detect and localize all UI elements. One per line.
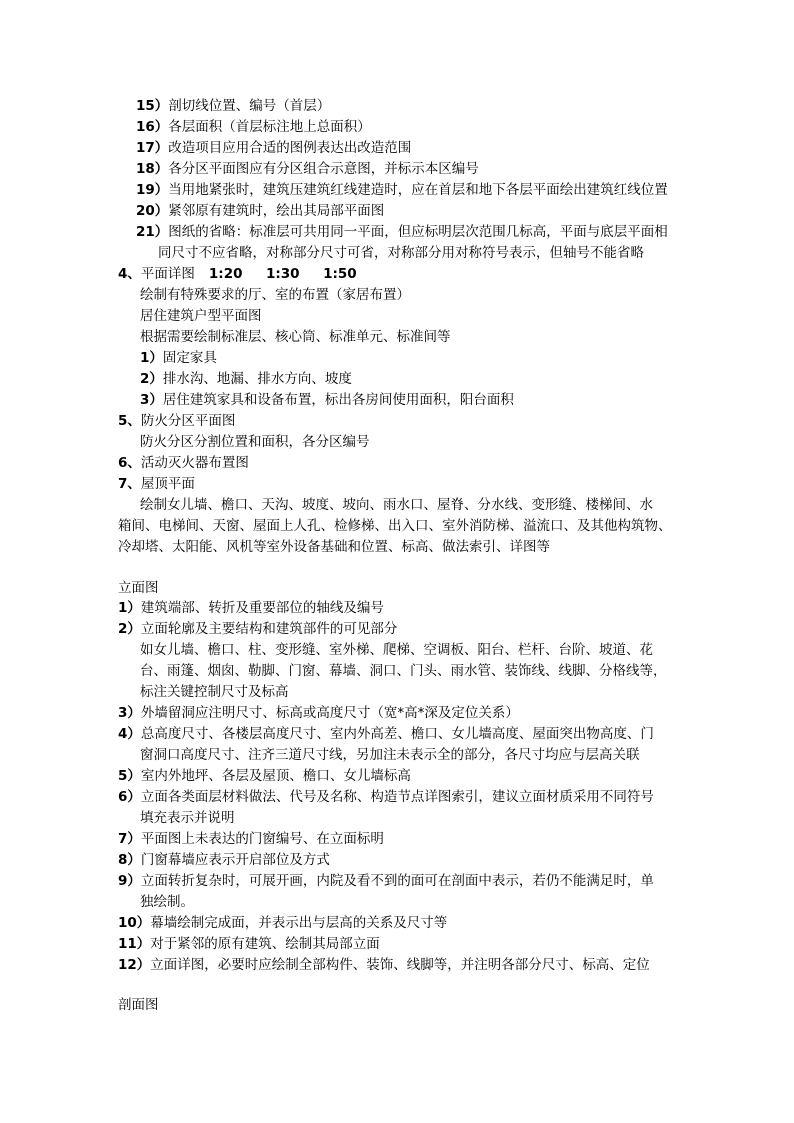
list-item xyxy=(118,829,384,849)
list-item xyxy=(118,619,397,639)
item-number: 3） xyxy=(118,705,141,721)
item-number: 6） xyxy=(118,789,141,805)
section-title: 屋顶平面 xyxy=(140,476,195,492)
paragraph-line: 根据需要绘制标准层、核心筒、标准单元、标准间等 xyxy=(140,329,451,345)
item-number: 5） xyxy=(118,768,141,784)
item-text: 居住建筑家具和设备布置，标出各房间使用面积，阳台面积 xyxy=(162,392,514,408)
item-number: 1） xyxy=(140,350,163,366)
item-number: 9） xyxy=(118,873,141,889)
section-number: 7、 xyxy=(118,476,141,492)
item-number: 10） xyxy=(118,915,151,931)
section-title: 防火分区平面图 xyxy=(140,413,236,429)
list-item xyxy=(136,201,384,221)
item-text: 幕墙绘制完成面，并表示出与层高的关系及尺寸等 xyxy=(150,915,448,931)
item-continuation: 台、雨篷、烟囱、勒脚、门窗、幕墙、洞口、门头、雨水管、装饰线、线脚、分格线等， xyxy=(140,663,667,679)
list-item xyxy=(136,222,668,242)
scale-list: 1:20 1:30 1:50 xyxy=(208,266,357,282)
item-number: 3） xyxy=(140,392,163,408)
list-item xyxy=(136,96,330,116)
section-number: 4、 xyxy=(118,266,141,282)
item-number: 15） xyxy=(136,98,169,114)
item-text: 对于紧邻的原有建筑、绘制其局部立面 xyxy=(150,936,380,952)
item-text: 各分区平面图应有分区组合示意图，并标示本区编号 xyxy=(168,161,479,177)
list-item xyxy=(118,871,654,891)
item-text: 平面图上未表达的门窗编号、在立面标明 xyxy=(140,831,384,847)
item-continuation: 同尺寸不应省略，对称部分尺寸可省，对称部分用对称符号表示，但轴号不能省略 xyxy=(158,245,644,261)
section-number: 5、 xyxy=(118,413,141,429)
item-text: 立面转折复杂时，可展开画，内院及看不到的面可在剖面中表示，若仍不能满足时，单 xyxy=(140,873,654,889)
item-text: 图纸的省略：标准层可共用同一平面，但应标明层次范围几标高，平面与底层平面相 xyxy=(168,224,668,240)
item-text: 外墙留洞应注明尺寸、标高或高度尺寸（宽*高*深及定位关系） xyxy=(140,705,519,721)
item-text: 当用地紧张时，建筑压建筑红线建造时，应在首层和地下各层平面绘出建筑红线位置 xyxy=(168,182,668,198)
item-continuation: 独绘制。 xyxy=(140,894,194,910)
item-number: 2） xyxy=(118,621,141,637)
item-number: 20） xyxy=(136,203,169,219)
paragraph-line: 箱间、电梯间、天窗、屋面上人孔、检修梯、出入口、室外消防梯、溢流口、及其他构筑物、 xyxy=(118,518,672,534)
item-text: 改造项目应用合适的图例表达出改造范围 xyxy=(168,140,412,156)
paragraph-line: 居住建筑户型平面图 xyxy=(140,308,262,324)
item-number: 17） xyxy=(136,140,169,156)
item-text: 剖切线位置、编号（首层） xyxy=(168,98,331,114)
item-number: 1） xyxy=(118,600,141,616)
item-number: 16） xyxy=(136,119,169,135)
section-heading xyxy=(118,411,235,431)
item-number: 4） xyxy=(118,726,141,742)
section-title: 活动灭火器布置图 xyxy=(140,455,249,471)
list-item xyxy=(118,598,384,618)
item-number: 21） xyxy=(136,224,169,240)
list-item xyxy=(136,117,371,137)
item-text: 室内外地坪、各层及屋顶、檐口、女儿墙标高 xyxy=(140,768,411,784)
item-number: 11） xyxy=(118,936,151,952)
item-number: 8） xyxy=(118,852,141,868)
list-item xyxy=(136,138,411,158)
section-heading xyxy=(118,264,357,284)
item-number: 12） xyxy=(118,957,151,973)
list-item xyxy=(118,724,654,744)
section-number: 6、 xyxy=(118,455,141,471)
item-continuation: 窗洞口高度尺寸、注齐三道尺寸线，另加注未表示全的部分，各尺寸均应与层高关联 xyxy=(140,747,640,763)
list-item xyxy=(118,850,330,870)
section-heading xyxy=(118,453,249,473)
section-title: 平面详图 xyxy=(140,266,195,282)
section-heading xyxy=(118,474,195,494)
list-item xyxy=(140,348,217,368)
item-text: 各层面积（首层标注地上总面积） xyxy=(168,119,371,135)
list-item xyxy=(140,390,514,410)
item-text: 总高度尺寸、各楼层高度尺寸、室内外高差、檐口、女儿墙高度、屋面突出物高度、门 xyxy=(140,726,654,742)
item-number: 2） xyxy=(140,371,163,387)
list-item xyxy=(136,180,668,200)
item-text: 门窗幕墙应表示开启部位及方式 xyxy=(140,852,330,868)
item-text: 立面详图，必要时应绘制全部构件、装饰、线脚等，并注明各部分尺寸、标高、定位 xyxy=(150,957,650,973)
item-continuation: 填充表示并说明 xyxy=(140,810,235,826)
list-item xyxy=(118,934,380,954)
item-text: 紧邻原有建筑时，绘出其局部平面图 xyxy=(168,203,385,219)
list-item xyxy=(140,369,352,389)
item-number: 19） xyxy=(136,182,169,198)
list-item xyxy=(118,703,519,723)
item-text: 立面各类面层材料做法、代号及名称、构造节点详图索引，建议立面材质采用不同符号 xyxy=(140,789,654,805)
list-item xyxy=(118,913,447,933)
item-number: 7） xyxy=(118,831,141,847)
item-text: 排水沟、地漏、排水方向、坡度 xyxy=(162,371,352,387)
item-text: 建筑端部、转折及重要部位的轴线及编号 xyxy=(140,600,384,616)
paragraph-line: 绘制有特殊要求的厅、室的布置（家居布置） xyxy=(140,287,410,303)
list-item xyxy=(136,159,479,179)
paragraph-line: 绘制女儿墙、檐口、天沟、坡度、坡向、雨水口、屋脊、分水线、变形缝、楼梯间、水 xyxy=(140,497,653,513)
item-continuation: 如女儿墙、檐口、柱、变形缝、室外梯、爬梯、空调板、阳台、栏杆、台阶、坡道、花 xyxy=(140,642,653,658)
list-item xyxy=(118,787,654,807)
list-item xyxy=(118,766,411,786)
list-item xyxy=(118,955,650,975)
elevation-heading: 立面图 xyxy=(118,580,159,596)
paragraph-line: 冷却塔、太阳能、风机等室外设备基础和位置、标高、做法索引、详图等 xyxy=(118,539,550,555)
item-text: 固定家具 xyxy=(162,350,217,366)
paragraph-line: 防火分区分割位置和面积，各分区编号 xyxy=(140,434,370,450)
item-number: 18） xyxy=(136,161,169,177)
item-continuation: 标注关键控制尺寸及标高 xyxy=(140,684,289,700)
section-view-heading: 剖面图 xyxy=(118,997,159,1013)
item-text: 立面轮廓及主要结构和建筑部件的可见部分 xyxy=(140,621,398,637)
